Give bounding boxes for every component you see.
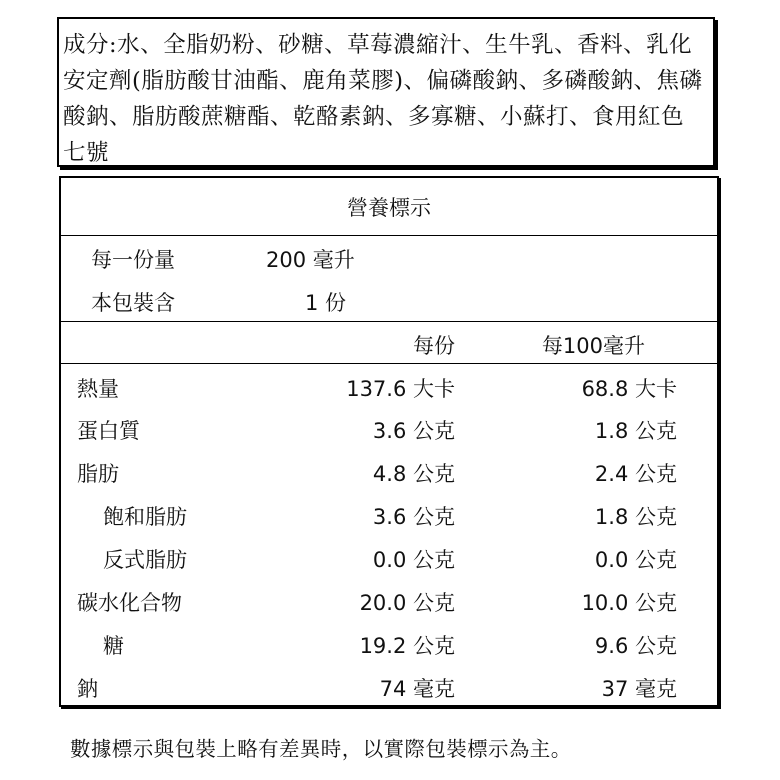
nutrient-per-100ml: 1.8 公克 [594, 419, 677, 443]
nutrient-per-100ml: 0.0 公克 [594, 548, 677, 572]
nutrient-name: 脂肪 [77, 462, 119, 486]
nutrient-row-sugar [61, 624, 717, 666]
serving-size-label: 每一份量 [91, 248, 175, 272]
nutrient-per-serving: 20.0 公克 [359, 591, 455, 615]
nutrient-name: 熱量 [77, 377, 119, 401]
nutrient-per-100ml: 1.8 公克 [594, 505, 677, 529]
serving-size-value: 200 毫升 [266, 248, 355, 272]
divider [61, 363, 717, 364]
nutrient-per-serving: 4.8 公克 [372, 462, 455, 486]
nutrient-name: 鈉 [77, 677, 98, 701]
nutrient-row-carbohydrate [61, 581, 717, 623]
nutrient-row-protein [61, 409, 717, 451]
nutrient-per-serving: 3.6 公克 [372, 505, 455, 529]
nutrient-row-energy [61, 367, 717, 409]
divider [61, 235, 717, 236]
nutrition-title: 營養標示 [347, 196, 431, 220]
nutrient-row-trans-fat [61, 538, 717, 580]
column-header-per-100ml: 每100毫升 [541, 334, 645, 358]
nutrient-per-100ml: 68.8 大卡 [581, 377, 677, 401]
divider [61, 321, 717, 322]
nutrient-per-100ml: 37 毫克 [601, 677, 677, 701]
nutrient-per-serving: 3.6 公克 [372, 419, 455, 443]
nutrient-name: 反式脂肪 [103, 548, 187, 572]
nutrient-name: 蛋白質 [77, 419, 140, 443]
nutrient-name: 飽和脂肪 [103, 505, 187, 529]
servings-label: 本包裝含 [91, 291, 175, 315]
nutrient-per-serving: 74 毫克 [379, 677, 455, 701]
nutrient-name: 糖 [103, 634, 124, 658]
footnote: 數據標示與包裝上略有差異時，以實際包裝標示為主。 [70, 737, 572, 761]
nutrient-per-serving: 19.2 公克 [359, 634, 455, 658]
nutrition-facts-table [59, 176, 719, 707]
nutrient-per-100ml: 2.4 公克 [594, 462, 677, 486]
column-header-per-serving: 每份 [413, 334, 455, 358]
nutrient-row-saturated-fat [61, 495, 717, 537]
nutrient-per-serving: 137.6 大卡 [346, 377, 455, 401]
nutrient-name: 碳水化合物 [77, 591, 182, 615]
ingredients-box [57, 17, 715, 167]
nutrient-per-100ml: 9.6 公克 [594, 634, 677, 658]
nutrient-per-100ml: 10.0 公克 [581, 591, 677, 615]
servings-value: 1 份 [304, 291, 346, 315]
nutrient-row-sodium [61, 667, 717, 709]
nutrient-per-serving: 0.0 公克 [372, 548, 455, 572]
ingredients-text: 成分:水、全脂奶粉、砂糖、草莓濃縮汁、生牛乳、香料、乳化安定劑(脂肪酸甘油酯、鹿角菜膠)、偏磷酸鈉、多磷酸鈉、焦磷酸鈉、脂肪酸蔗糖酯、乾酪素鈉、多寡糖、小蘇打、食用紅色七號 [63, 32, 703, 166]
nutrient-row-fat [61, 452, 717, 494]
